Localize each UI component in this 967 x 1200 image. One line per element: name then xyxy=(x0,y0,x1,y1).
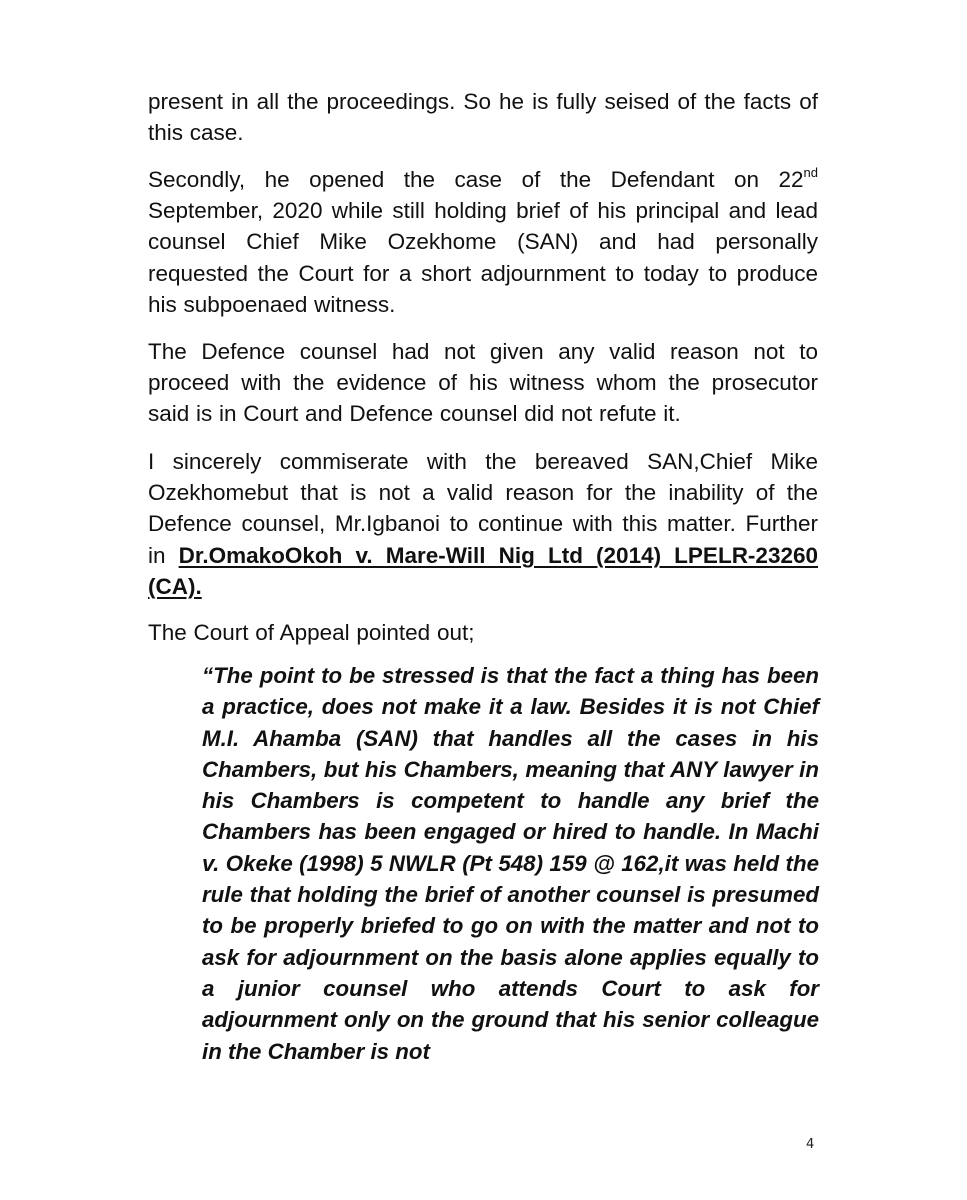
paragraph-commiserate xyxy=(148,446,818,602)
paragraph-defence-reason xyxy=(148,336,818,430)
block-quote xyxy=(202,660,819,1067)
paragraph-text: present in all the proceedings. So he is fully seised of the facts of this case. xyxy=(148,89,818,146)
paragraph-secondly xyxy=(148,164,818,320)
ordinal-suffix: nd xyxy=(803,164,818,180)
paragraph-text: I sincerely commiserate with the bereaved SAN,Chief Mike Ozekhomebut that is not a valid reason for the inability of the Defence counsel, Mr.Igbanoi to continue with this matter. Further in xyxy=(148,449,818,568)
case-citation: Dr.OmakoOkoh v. Mare-Will Nig Ltd (2014) LPELR-23260 (CA). xyxy=(148,542,818,599)
page-number: 4 xyxy=(806,1137,815,1152)
paragraph-text: The Defence counsel had not given any valid reason not to proceed with the evidence of his witness whom the prosecutor said is in Court and Defence counsel did not refute it. xyxy=(148,339,818,427)
quote-text: “The point to be stressed is that the fact a thing has been a practice, does not make it a law. Besides it is not Chief M.I. Ahamba (SAN) that handles all the cases in his Chambers, but his Chambers, meaning that ANY lawyer in his Chambers is competent to handle any brief the Chambers has been engaged or hired to handle. In Machi v. Okeke (1998) 5 NWLR (Pt 548) 159 @ 162,it was held the rule that holding the brief of another counsel is presumed to be properly briefed to go on with the matter and not to ask for adjournment on the basis alone applies equally to a junior counsel who attends Court to ask for adjournment only on the ground that his senior colleague in the Chamber is not xyxy=(202,663,819,1064)
paragraph-continuation xyxy=(148,86,818,148)
paragraph-court-of-appeal xyxy=(148,617,818,648)
paragraph-text: The Court of Appeal pointed out; xyxy=(148,620,475,645)
paragraph-text-before-date-suffix: Secondly, he opened the case of the Defendant on 22 xyxy=(148,167,804,192)
paragraph-text-after-date-suffix: September, 2020 while still holding brief of his principal and lead counsel Chief Mike Ozekhome (SAN) and had personally requested the Court for a short adjournment to today to produce his subpoenaed witness. xyxy=(148,198,818,317)
